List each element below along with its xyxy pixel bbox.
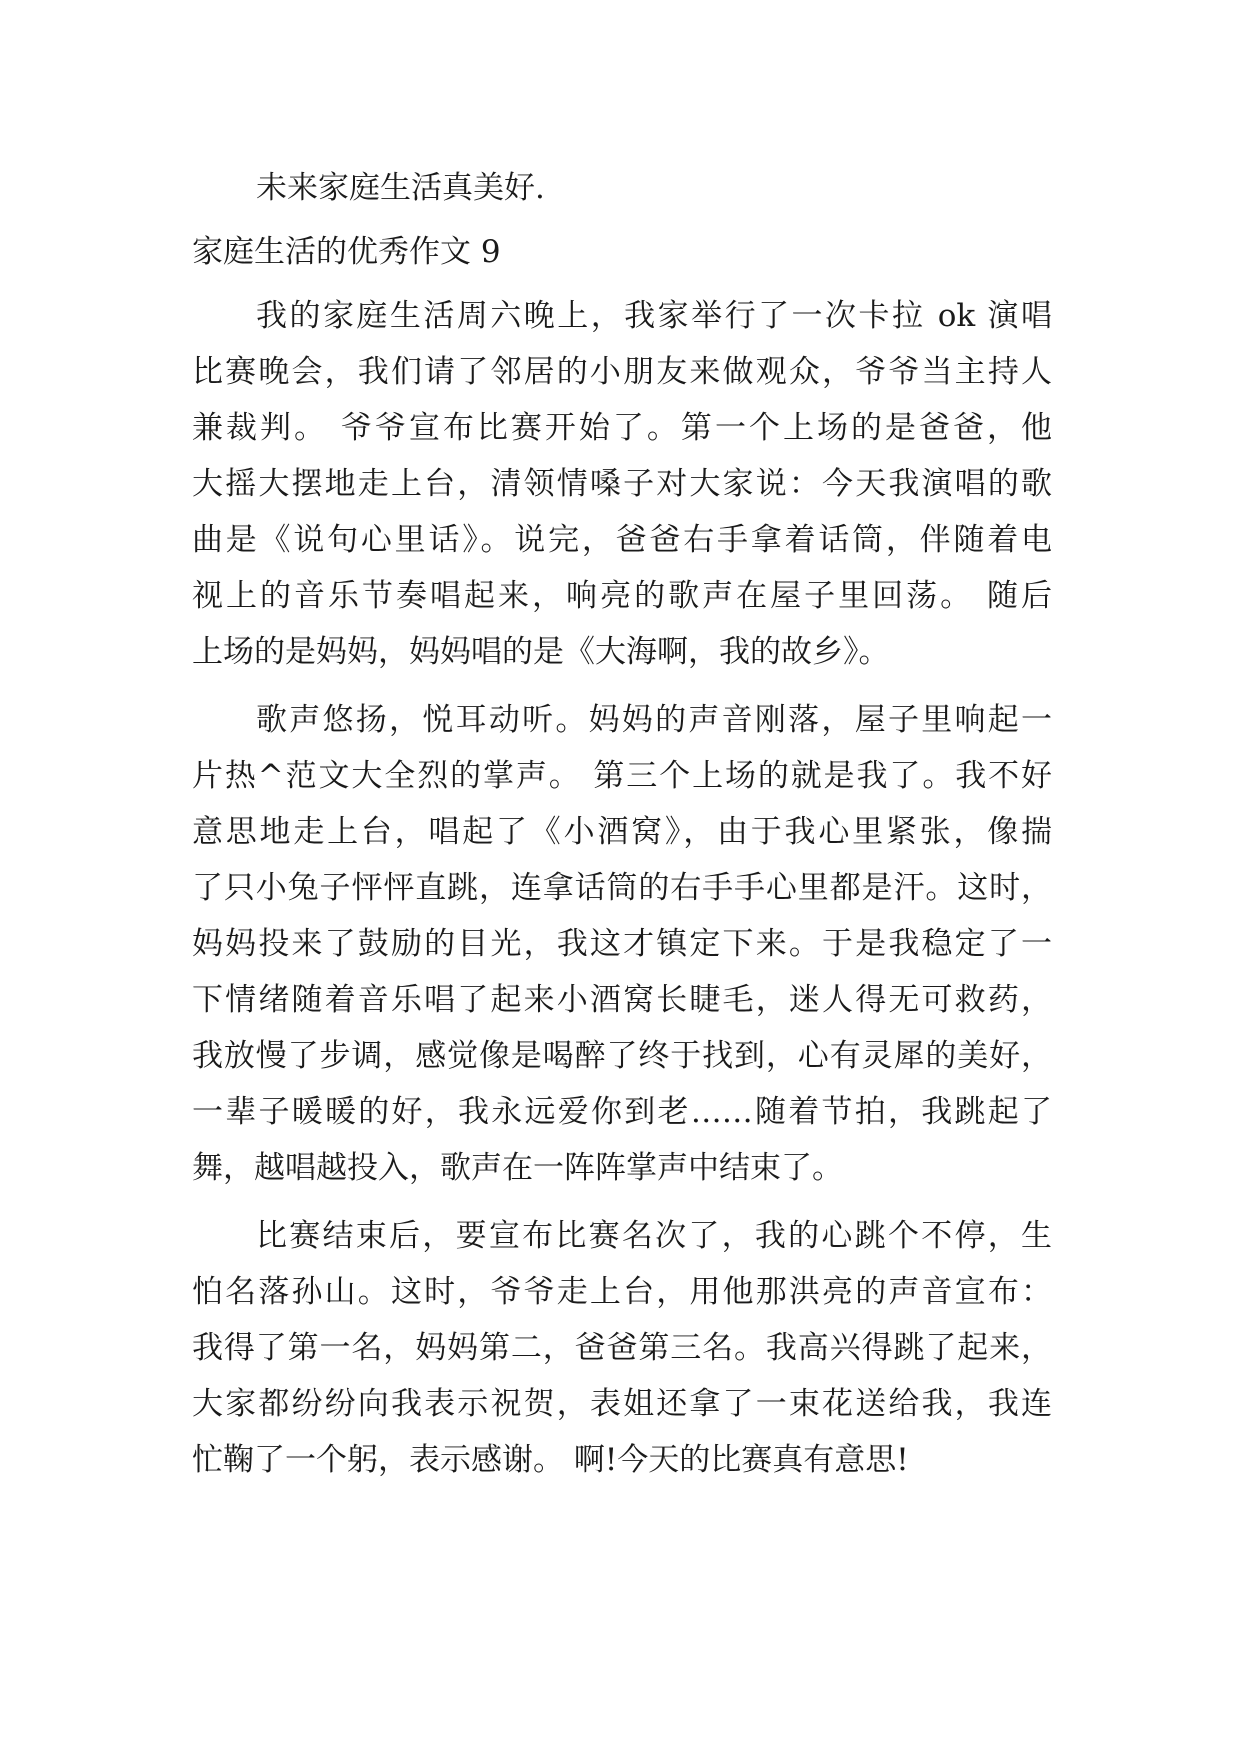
paragraph-line: 比赛结束后，要宣布比赛名次了，我的心跳个不停，生 xyxy=(256,1218,1052,1254)
paragraph-1 xyxy=(192,288,1052,680)
paragraph-line: 片热^范文大全烈的掌声。 第三个上场的就是我了。我不好 xyxy=(192,758,1052,794)
closing-line: 未来家庭生活真美好. xyxy=(256,170,545,206)
paragraph-line: 我放慢了步调，感觉像是喝醉了终于找到，心有灵犀的美好， xyxy=(192,1038,1052,1074)
paragraph-line: 曲是《说句心里话》。说完，爸爸右手拿着话筒，伴随着电 xyxy=(192,522,1052,558)
paragraph-line: 忙鞠了一个躬，表示感谢。 啊!今天的比赛真有意思! xyxy=(192,1442,909,1478)
paragraph-line: 一辈子暖暖的好，我永远爱你到老……随着节拍，我跳起了 xyxy=(192,1094,1052,1130)
paragraph-line: 大摇大摆地走上台，清领情嗓子对大家说：今天我演唱的歌 xyxy=(192,466,1052,502)
paragraph-line: 歌声悠扬，悦耳动听。妈妈的声音刚落，屋子里响起一 xyxy=(256,702,1052,738)
paragraph-line: 视上的音乐节奏唱起来，响亮的歌声在屋子里回荡。 随后 xyxy=(192,578,1052,614)
document-body xyxy=(192,160,1052,1500)
paragraph-2 xyxy=(192,692,1052,1196)
paragraph-line: 妈妈投来了鼓励的目光，我这才镇定下来。于是我稳定了一 xyxy=(192,926,1052,962)
paragraph-line: 我得了第一名，妈妈第二，爸爸第三名。我高兴得跳了起来， xyxy=(192,1330,1052,1366)
paragraph-3 xyxy=(192,1208,1052,1488)
paragraph-line: 舞，越唱越投入，歌声在一阵阵掌声中结束了。 xyxy=(192,1150,843,1186)
paragraph-line: 我的家庭生活周六晚上，我家举行了一次卡拉 ok 演唱 xyxy=(256,298,1052,334)
paragraph-line: 上场的是妈妈，妈妈唱的是《大海啊，我的故乡》。 xyxy=(192,634,890,670)
paragraph-line: 了只小兔子怦怦直跳，连拿话筒的右手手心里都是汗。这时， xyxy=(192,870,1052,906)
paragraph-line: 大家都纷纷向我表示祝贺，表姐还拿了一束花送给我，我连 xyxy=(192,1386,1052,1422)
paragraph-line: 兼裁判。 爷爷宣布比赛开始了。第一个上场的是爸爸，他 xyxy=(192,410,1052,446)
essay-heading: 家庭生活的优秀作文 9 xyxy=(192,234,501,270)
paragraph-line: 比赛晚会，我们请了邻居的小朋友来做观众，爷爷当主持人 xyxy=(192,354,1052,390)
paragraph-line: 意思地走上台，唱起了《小酒窝》，由于我心里紧张，像揣 xyxy=(192,814,1052,850)
paragraph-line: 下情绪随着音乐唱了起来小酒窝长睫毛，迷人得无可救药， xyxy=(192,982,1052,1018)
paragraph-line: 怕名落孙山。这时，爷爷走上台，用他那洪亮的声音宣布： xyxy=(192,1274,1052,1310)
